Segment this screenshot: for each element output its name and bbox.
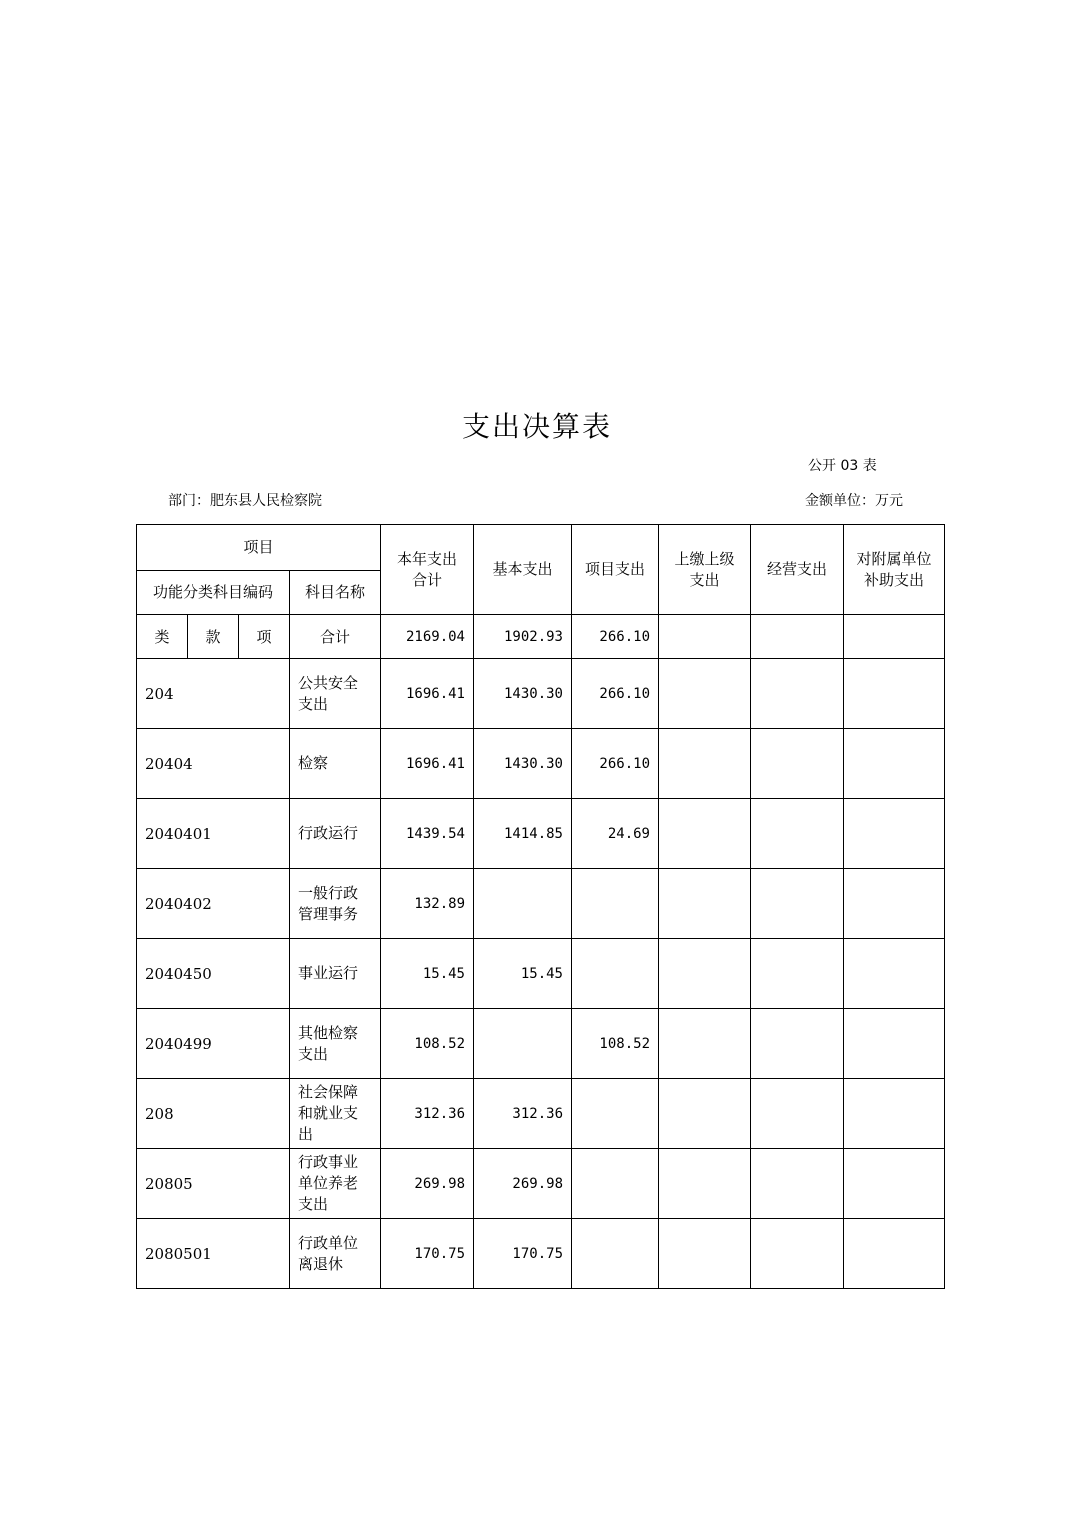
cell-project: 266.10: [572, 729, 659, 799]
cell-name: 其他检察支出: [290, 1009, 381, 1079]
header-project-exp: 项目支出: [572, 525, 659, 615]
summary-basic: 1902.93: [474, 615, 572, 659]
cell-basic: 1430.30: [474, 659, 572, 729]
cell-subsidiary: [844, 939, 945, 1009]
cell-name: 行政事业单位养老支出: [290, 1149, 381, 1219]
cell-basic: 1430.30: [474, 729, 572, 799]
cell-total: 170.75: [381, 1219, 474, 1289]
header-subject-name: 科目名称: [290, 571, 381, 615]
cell-total: 108.52: [381, 1009, 474, 1079]
cell-subsidiary: [844, 869, 945, 939]
header-func-code: 功能分类科目编码: [137, 571, 290, 615]
table-row: [137, 729, 945, 799]
cell-business: [751, 939, 844, 1009]
cell-business: [751, 1009, 844, 1079]
cell-basic: 312.36: [474, 1079, 572, 1149]
header-basic: 基本支出: [474, 525, 572, 615]
cell-subsidiary: [844, 1009, 945, 1079]
cell-total: 1439.54: [381, 799, 474, 869]
header-xiang: 项: [239, 615, 290, 659]
cell-project: 108.52: [572, 1009, 659, 1079]
header-subsidiary-text: 对附属单位补助支出: [856, 549, 932, 589]
expenditure-table: [136, 524, 945, 1289]
page-title: 支出决算表: [461, 410, 612, 443]
cell-name: 一般行政管理事务: [290, 869, 381, 939]
cell-subsidiary: [844, 1079, 945, 1149]
cell-project: 24.69: [572, 799, 659, 869]
cell-code: 2040402: [137, 869, 290, 939]
cell-upper: [659, 799, 751, 869]
cell-name: 行政单位离退休: [290, 1219, 381, 1289]
cell-code: 20404: [137, 729, 290, 799]
cell-business: [751, 869, 844, 939]
table-row: [137, 1149, 945, 1219]
sum-label: 合计: [290, 615, 381, 659]
table-row: [137, 939, 945, 1009]
table-row: [137, 1219, 945, 1289]
cell-total: 312.36: [381, 1079, 474, 1149]
summary-subsidiary: [844, 615, 945, 659]
cell-code: 20805: [137, 1149, 290, 1219]
cell-total: 15.45: [381, 939, 474, 1009]
header-upper: [659, 525, 751, 615]
cell-basic: 15.45: [474, 939, 572, 1009]
cell-total: 269.98: [381, 1149, 474, 1219]
cell-upper: [659, 729, 751, 799]
cell-basic: 269.98: [474, 1149, 572, 1219]
cell-code: 2080501: [137, 1219, 290, 1289]
header-subsidiary: [844, 525, 945, 615]
header-upper-text: 上缴上级支出: [674, 549, 735, 589]
cell-business: [751, 1149, 844, 1219]
header-row-1: [137, 525, 945, 571]
cell-total: 1696.41: [381, 659, 474, 729]
cell-subsidiary: [844, 659, 945, 729]
summary-upper: [659, 615, 751, 659]
department-label: 部门：肥东县人民检察院: [168, 493, 322, 509]
cell-code: 204: [137, 659, 290, 729]
cell-name: 公共安全支出: [290, 659, 381, 729]
cell-name: 社会保障和就业支出: [290, 1079, 381, 1149]
header-kuan: 款: [188, 615, 239, 659]
cell-basic: [474, 869, 572, 939]
cell-basic: 1414.85: [474, 799, 572, 869]
header-lei: 类: [137, 615, 188, 659]
table-row: [137, 659, 945, 729]
table-code: 公开 03 表: [808, 458, 877, 474]
unit-label: 金额单位：万元: [805, 493, 903, 509]
cell-subsidiary: [844, 1219, 945, 1289]
cell-business: [751, 659, 844, 729]
cell-upper: [659, 1149, 751, 1219]
cell-code: 2040499: [137, 1009, 290, 1079]
table-row: [137, 869, 945, 939]
header-total: [381, 525, 474, 615]
cell-upper: [659, 869, 751, 939]
summary-project: 266.10: [572, 615, 659, 659]
cell-code: 2040450: [137, 939, 290, 1009]
header-project: 项目: [137, 525, 381, 571]
cell-project: [572, 1149, 659, 1219]
header-business: 经营支出: [751, 525, 844, 615]
cell-name: 行政运行: [290, 799, 381, 869]
header-total-text: 本年支出合计: [396, 549, 457, 589]
cell-subsidiary: [844, 1149, 945, 1219]
cell-upper: [659, 939, 751, 1009]
cell-subsidiary: [844, 799, 945, 869]
table-row: [137, 1079, 945, 1149]
table-row: [137, 1009, 945, 1079]
summary-total: 2169.04: [381, 615, 474, 659]
cell-business: [751, 729, 844, 799]
cell-subsidiary: [844, 729, 945, 799]
cell-basic: [474, 1009, 572, 1079]
cell-basic: 170.75: [474, 1219, 572, 1289]
cell-name: 检察: [290, 729, 381, 799]
summary-business: [751, 615, 844, 659]
cell-project: [572, 1079, 659, 1149]
cell-upper: [659, 1219, 751, 1289]
cell-project: [572, 869, 659, 939]
cell-project: [572, 1219, 659, 1289]
cell-upper: [659, 1009, 751, 1079]
cell-name: 事业运行: [290, 939, 381, 1009]
cell-project: 266.10: [572, 659, 659, 729]
cell-total: 1696.41: [381, 729, 474, 799]
cell-business: [751, 799, 844, 869]
summary-row: [137, 615, 945, 659]
cell-business: [751, 1079, 844, 1149]
cell-code: 208: [137, 1079, 290, 1149]
cell-business: [751, 1219, 844, 1289]
cell-project: [572, 939, 659, 1009]
cell-upper: [659, 1079, 751, 1149]
table-row: [137, 799, 945, 869]
cell-code: 2040401: [137, 799, 290, 869]
cell-upper: [659, 659, 751, 729]
cell-total: 132.89: [381, 869, 474, 939]
